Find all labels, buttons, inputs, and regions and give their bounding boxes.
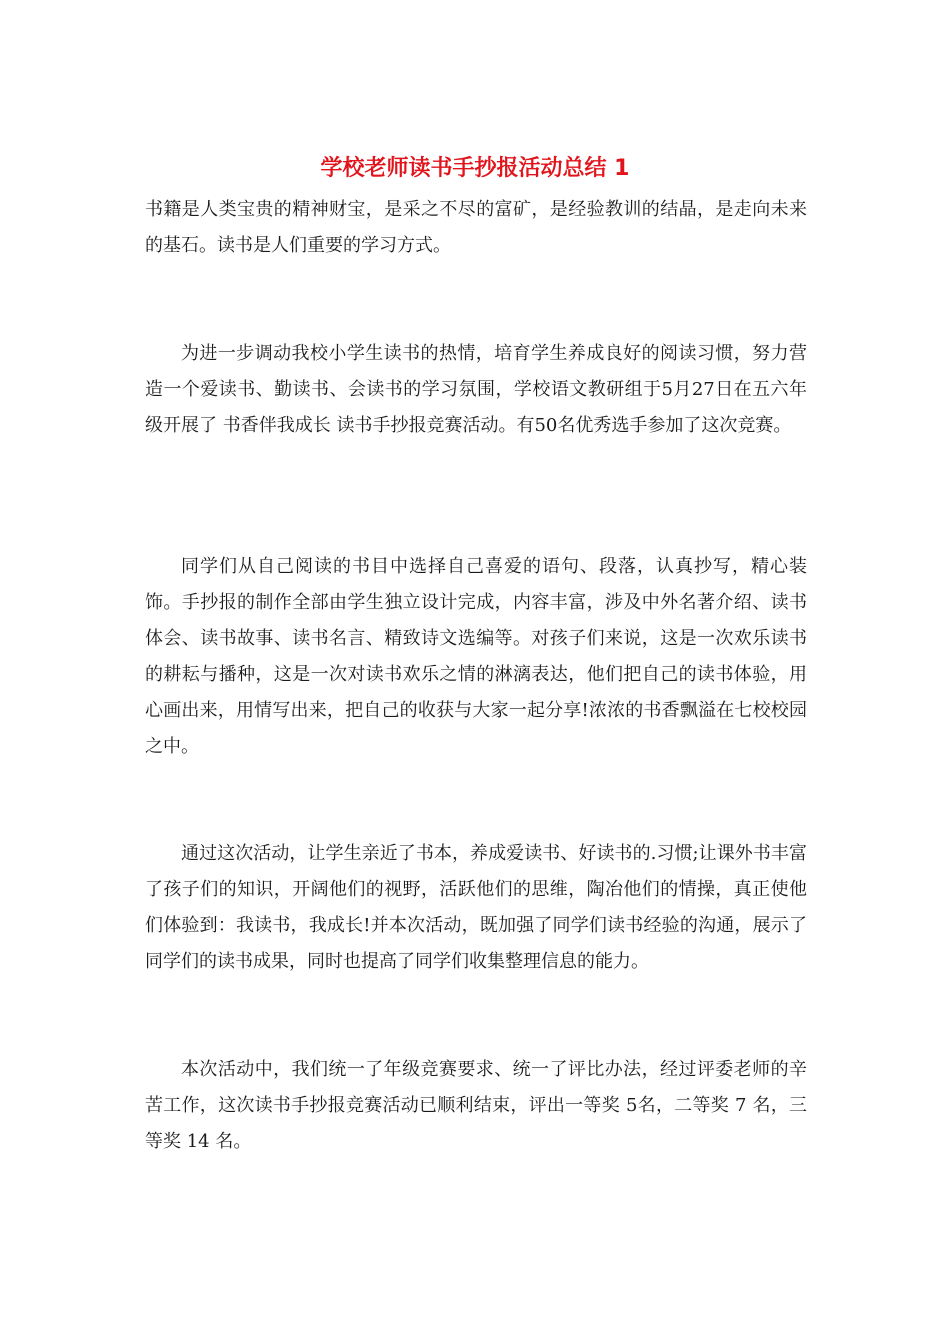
document-title: 学校老师读书手抄报活动总结 1 xyxy=(320,156,630,181)
paragraph-activity-effect: 通过这次活动，让学生亲近了书本，养成爱读书、好读书的.习惯;让课外书丰富了孩子们的知识，开阔他们的视野，活跃他们的思维，陶冶他们的情操，真正使他们体验到：我读书，我成长!并本次活动，既加强了同学们读书经验的沟通，展示了同学们的读书成果，同时也提高了同学们收集整理信息的能力。 xyxy=(145,843,807,972)
paragraph-activity-purpose: 为进一步调动我校小学生读书的热情，培育学生养成良好的阅读习惯，努力营造一个爱读书、勤读书、会读书的学习氛围，学校语文教研组于5月27日在五六年级开展了 书香伴我成长 读书手抄报竞赛活动。有50名优秀选手参加了这次竞赛。 xyxy=(145,343,807,436)
paragraph-activity-result: 本次活动中，我们统一了年级竞赛要求、统一了评比办法，经过评委老师的辛苦工作，这次读书手抄报竞赛活动已顺利结束，评出一等奖 5名，二等奖 7 名，三等奖 14 名。 xyxy=(145,1059,807,1152)
paragraph-intro: 书籍是人类宝贵的精神财宝，是采之不尽的富矿，是经验教训的结晶，是走向未来的基石。读书是人们重要的学习方式。 xyxy=(145,199,807,256)
paragraph-activity-content: 同学们从自己阅读的书目中选择自己喜爱的语句、段落，认真抄写，精心装饰。手抄报的制作全部由学生独立设计完成，内容丰富，涉及中外名著介绍、读书体会、读书故事、读书名言、精致诗文选编等。对孩子们来说，这是一次欢乐读书的耕耘与播种，这是一次对读书欢乐之情的淋漓表达，他们把自己的读书体验，用心画出来，用情写出来，把自己的收获与大家一起分享!浓浓的书香飘溢在七校校园之中。 xyxy=(145,556,807,757)
